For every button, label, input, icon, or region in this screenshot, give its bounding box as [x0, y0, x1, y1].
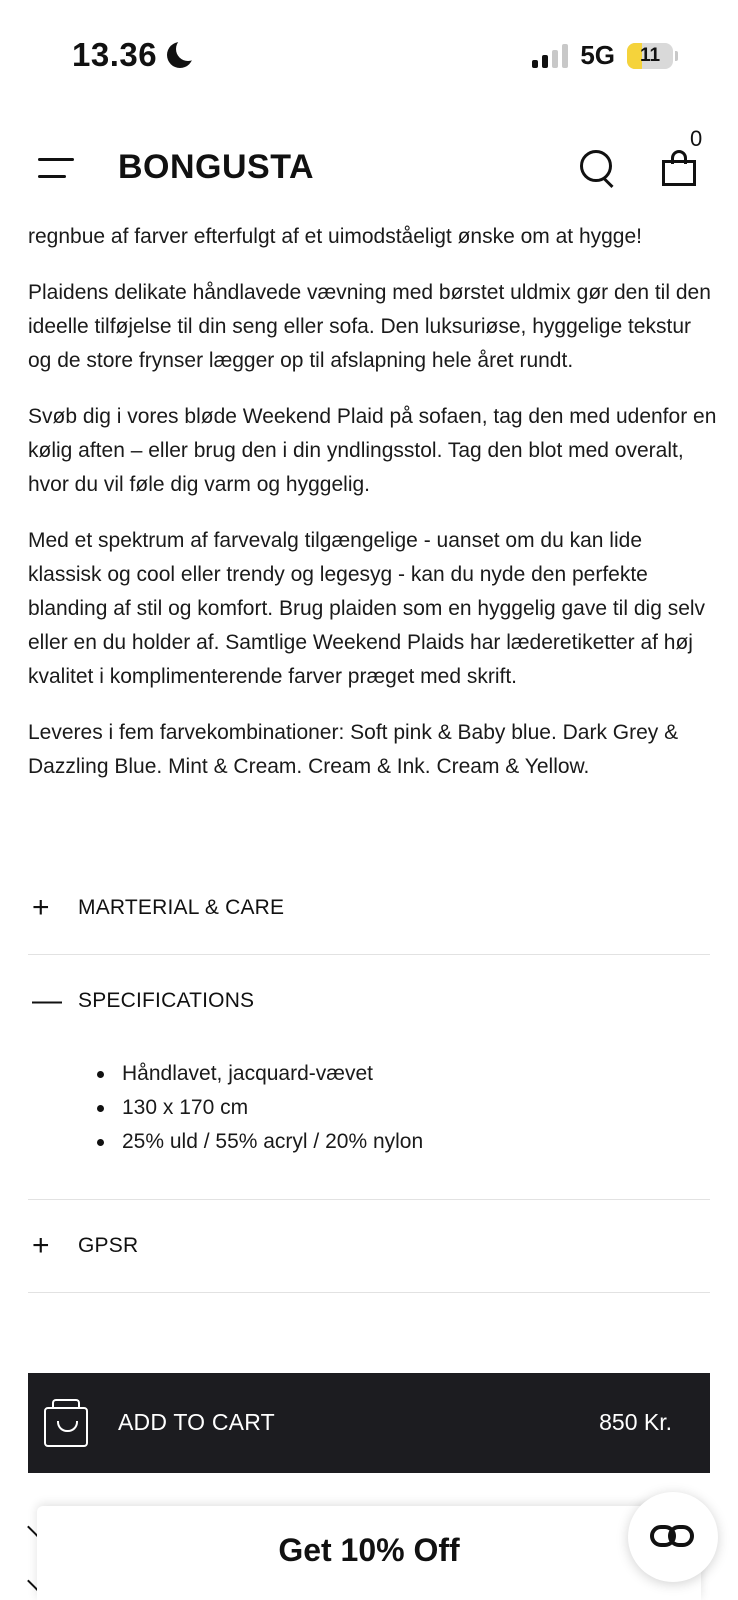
chat-icon [668, 1525, 694, 1547]
specifications-list [28, 1047, 710, 1199]
accordion-toggle-specifications[interactable] [28, 955, 710, 1047]
network-type: 5G [580, 40, 615, 70]
promo-text: Get 10% Off [278, 1532, 460, 1568]
accordion-title: MARTERIAL & CARE [78, 896, 285, 919]
description-paragraph: Svøb dig i vores bløde Weekend Plaid på sofaen, tag den med udenfor en kølig aften – eller brug den i din yndlingsstol. Tag den blot med overalt, hvor du vil føle dig varm og hyggelig. [28, 405, 717, 496]
product-accordion [28, 862, 710, 1293]
shopping-bag-icon [44, 1399, 88, 1447]
list-item: 130 x 170 cm [122, 1091, 710, 1125]
add-to-cart-button[interactable] [28, 1373, 710, 1473]
minus-icon: — [32, 984, 62, 1017]
shopping-bag-icon[interactable] [662, 150, 698, 186]
plus-icon: + [32, 891, 50, 924]
discount-popup-bar[interactable] [37, 1506, 701, 1600]
moon-icon [167, 42, 193, 68]
description-paragraph: Plaidens delikate håndlavede vævning med børstet uldmix gør den til den ideelle tilføjelse til din seng eller sofa. Den luksuriøse, hyggelige tekstur og de store frynser lægger op til afslapning hele året rundt. [28, 281, 711, 372]
plus-icon: + [32, 1229, 50, 1262]
chat-button[interactable] [628, 1492, 718, 1582]
accordion-material-care [28, 862, 710, 955]
product-description [28, 220, 718, 806]
description-paragraph: Leveres i fem farvekombinationer: Soft pink & Baby blue. Dark Grey & Dazzling Blue. Mint & Cream. Cream & Ink. Cream & Yellow. [28, 721, 679, 778]
description-paragraph: regnbue af farver efterfulgt af et uimodståeligt ønske om at hygge! [28, 225, 643, 248]
battery-icon [627, 43, 673, 69]
cart-count: 0 [690, 126, 703, 151]
list-item: 25% uld / 55% acryl / 20% nylon [122, 1125, 710, 1159]
search-icon[interactable] [580, 150, 616, 188]
site-header [0, 110, 738, 220]
battery-level: 11 [639, 44, 661, 66]
description-paragraph: Med et spektrum af farvevalg tilgængelige - uanset om du kan lide klassisk og cool eller trendy og legesyg - kan du nyde den perfekte blanding af stil og komfort. Brug plaiden som en hyggelig gave til dig selv eller en du holder af. Samtlige Weekend Plaids har læderetiketter af høj kvalitet i komplimenterende farver præget med skrift. [28, 529, 706, 688]
clock: 13.36 [72, 36, 158, 73]
status-bar [0, 0, 738, 110]
accordion-gpsr [28, 1200, 710, 1293]
accordion-title: GPSR [78, 1234, 139, 1257]
logo[interactable]: BONGUSTA [118, 148, 315, 186]
price: 850 Kr. [599, 1409, 672, 1435]
add-to-cart-label: ADD TO CART [118, 1409, 275, 1435]
list-item: Håndlavet, jacquard-vævet [122, 1057, 710, 1091]
battery-cap [675, 51, 678, 61]
status-time [72, 36, 193, 74]
accordion-toggle-gpsr[interactable] [28, 1200, 710, 1292]
accordion-toggle-material-care[interactable] [28, 862, 710, 954]
accordion-title: SPECIFICATIONS [78, 989, 255, 1012]
signal-icon [532, 44, 568, 68]
hamburger-menu-icon[interactable] [38, 158, 74, 180]
status-indicators [532, 40, 678, 71]
accordion-specifications [28, 955, 710, 1200]
